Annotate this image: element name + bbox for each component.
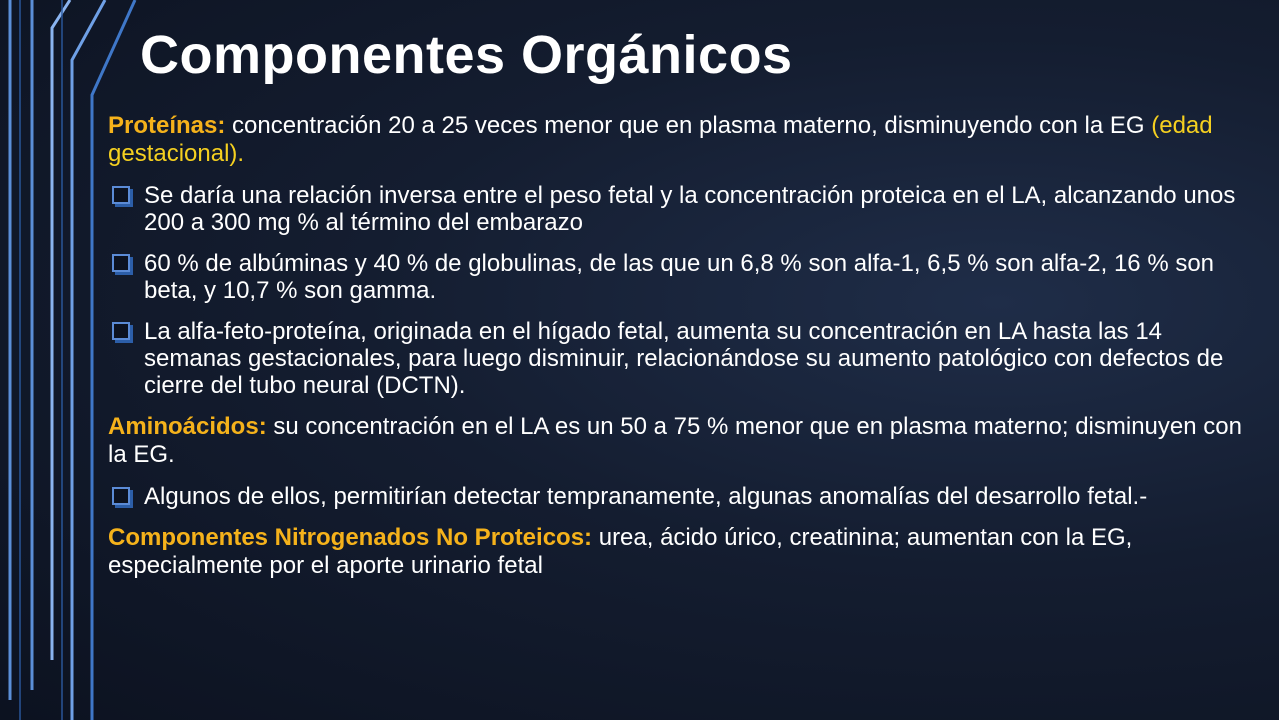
- aminoacidos-paragraph: [108, 413, 1258, 469]
- bullet-item: [108, 318, 1258, 399]
- bullet-text: 60 % de albúminas y 40 % de globulinas, de las que un 6,8 % son alfa-1, 6,5 % son alfa-2, 16 % son beta, y 10,7 % son gamma.: [144, 250, 1215, 304]
- slide-title: Componentes Orgánicos: [140, 25, 793, 85]
- bullet-text: La alfa-feto-proteína, originada en el hígado fetal, aumenta su concentración en LA hasta las 14 semanas gestacionales, para luego disminuir, relacionándose su aumento patológico con defectos de cierre del tubo neural (DCTN).: [144, 318, 1224, 399]
- proteinas-highlight: (edad gestacional).: [108, 112, 1213, 167]
- bullet-item: [108, 182, 1258, 236]
- slide-content: [108, 112, 1258, 594]
- bullet-item: [108, 250, 1258, 304]
- nitrogenados-text: urea, ácido úrico, creatinina; aumentan con la EG, especialmente por el aporte urinario fetal: [108, 524, 1133, 579]
- aminoacidos-label: Aminoácidos:: [108, 413, 267, 440]
- checkbox-bullet-icon: [112, 322, 130, 340]
- proteinas-text: concentración 20 a 25 veces menor que en plasma materno, disminuyendo con la EG: [225, 112, 1145, 139]
- proteinas-label: Proteínas:: [108, 112, 226, 139]
- bullet-item: [108, 483, 1258, 510]
- checkbox-bullet-icon: [112, 186, 130, 204]
- nitrogenados-paragraph: [108, 524, 1258, 580]
- proteinas-paragraph: [108, 112, 1258, 168]
- bullet-text: Algunos de ellos, permitirían detectar tempranamente, algunas anomalías del desarrollo fetal.-: [144, 483, 1148, 510]
- bullet-text: Se daría una relación inversa entre el peso fetal y la concentración proteica en el LA, alcanzando unos 200 a 300 mg % al término del embarazo: [144, 182, 1236, 236]
- checkbox-bullet-icon: [112, 487, 130, 505]
- aminoacidos-text: su concentración en el LA es un 50 a 75 % menor que en plasma materno; disminuyen con la EG.: [108, 413, 1242, 468]
- checkbox-bullet-icon: [112, 254, 130, 272]
- nitrogenados-label: Componentes Nitrogenados No Proteicos:: [108, 524, 593, 551]
